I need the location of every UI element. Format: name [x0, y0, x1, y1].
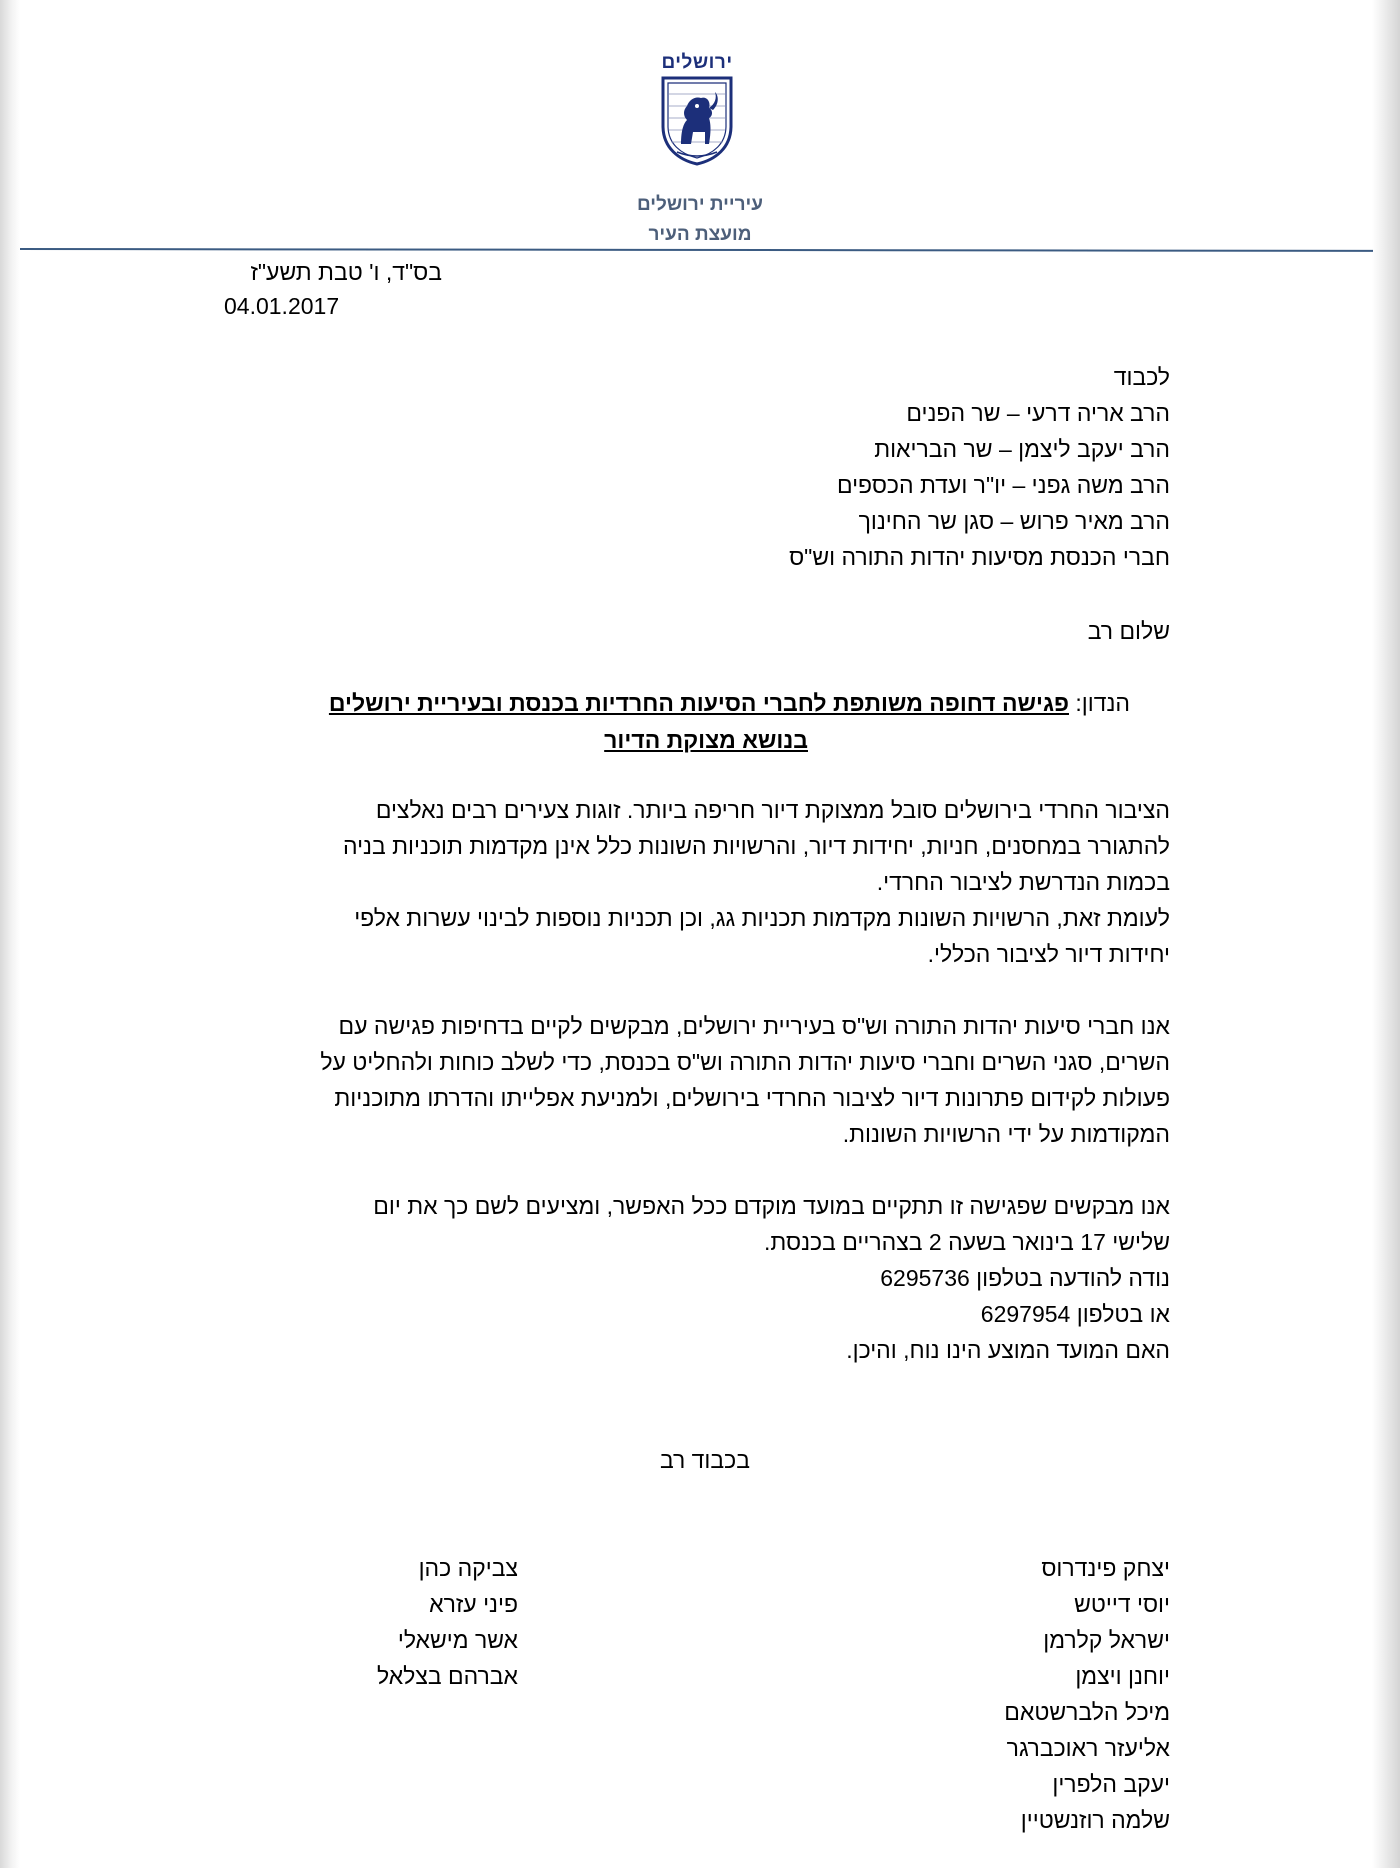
paragraph-line: המקודמות על ידי הרשויות השונות. — [842, 1121, 1170, 1147]
paragraph-line: בכמות הנדרשת לציבור החרדי. — [876, 869, 1170, 895]
org-name: עיריית ירושלים — [636, 194, 764, 215]
closing: בכבוד רב — [659, 1447, 750, 1473]
paragraph-line: השרים, סגני השרים וחברי סיעות יהדות התורה וש"ס בכנסת, כדי לשלב כוחות ולהחליט על — [320, 1049, 1170, 1075]
signer-name: ישראל קלרמן — [1043, 1627, 1170, 1653]
signer-name: יוחנן ויצמן — [1075, 1663, 1170, 1689]
paragraph-line: להתגורר במחסנים, חניות, יחידות דיור, והרשויות השונות כלל אינן מקדמות תוכניות בניה — [342, 833, 1170, 859]
signer-name: מיכל הלברשטאם — [1004, 1699, 1170, 1725]
recipients-block — [789, 359, 1170, 575]
signer-name: יצחק פינדרוס — [1041, 1555, 1170, 1581]
greeting: שלום רב — [1087, 618, 1170, 644]
paragraph-line: פעולות לקידום פתרונות דיור לציבור החרדי בירושלים, ולמניעת אפלייתו והדרתו מתוכניות — [334, 1085, 1170, 1111]
signer-name: פיני עזרא — [429, 1591, 518, 1617]
header-divider — [20, 248, 1373, 252]
paragraph-line: שלישי 17 בינואר בשעה 2 בצהריים בכנסת. — [763, 1229, 1170, 1255]
paragraph-line: לעומת זאת, הרשויות השונות מקדמות תכניות גג, וכן תכניות נוספות לבינוי עשרות אלפי — [354, 905, 1170, 931]
signers-column-left — [377, 1550, 518, 1694]
signer-name: אליעזר ראוכברגר — [1006, 1735, 1170, 1761]
phone-line: נודה להודעה בטלפון 6295736 — [880, 1265, 1170, 1291]
body-paragraph-1 — [343, 792, 1170, 972]
signer-name: צביקה כהן — [418, 1555, 518, 1581]
paragraph-line: יחידות דיור לציבור הכללי. — [927, 941, 1170, 967]
paragraph-line: אנו מבקשים שפגישה זו תתקיים במועד מוקדם ככל האפשר, ומציעים לשם כך את יום — [373, 1193, 1170, 1219]
recipient-line: הרב מאיר פרוש – סגן שר החינוך — [858, 508, 1170, 534]
jerusalem-emblem — [656, 52, 738, 166]
gregorian-date: 04.01.2017 — [224, 293, 340, 319]
recipient-line: הרב משה גפני – יו"ר ועדת הכספים — [836, 472, 1170, 498]
paragraph-line: אנו חברי סיעות יהדות התורה וש"ס בעיריית ירושלים, מבקשים לקיים בדחיפות פגישה עם — [338, 1013, 1170, 1039]
paragraph-line: הציבור החרדי בירושלים סובל ממצוקת דיור חריפה ביותר. זוגות צעירים רבים נאלצים — [375, 797, 1170, 823]
signer-name: שלמה רוזנשטיין — [1020, 1807, 1170, 1833]
paragraph-line: האם המועד המוצע הינו נוח, והיכן. — [846, 1337, 1170, 1363]
subject-text-continued: בנושא מצוקת הדיור — [604, 727, 808, 753]
signer-name: יעקב הלפרין — [1052, 1771, 1170, 1797]
recipient-line: הרב אריה דרעי – שר הפנים — [906, 400, 1170, 426]
phone-line: או בטלפון 6297954 — [980, 1301, 1170, 1327]
recipient-line: לכבוד — [1113, 364, 1170, 390]
signer-name: אברהם בצלאל — [376, 1663, 518, 1689]
body-paragraph-3 — [373, 1188, 1170, 1368]
hebrew-date: בס"ד, ו' טבת תשע"ז — [250, 259, 442, 285]
recipient-line: הרב יעקב ליצמן – שר הבריאות — [874, 436, 1170, 462]
body-paragraph-2 — [320, 1008, 1170, 1152]
subject-text: פגישה דחופה משותפת לחברי הסיעות החרדיות בכנסת ובעיריית ירושלים — [328, 690, 1069, 716]
emblem-word: ירושלים — [661, 52, 733, 73]
signers-column-right — [1004, 1550, 1170, 1838]
department-name: מועצת העיר — [648, 224, 752, 245]
subject-line — [250, 685, 1130, 721]
lion-shield-icon — [659, 74, 735, 166]
recipient-line: חברי הכנסת מסיעות יהדות התורה וש"ס — [789, 544, 1170, 570]
signer-name: אשר מישאלי — [397, 1627, 518, 1653]
signer-name: יוסי דייטש — [1074, 1591, 1170, 1617]
subject-label: הנדון: — [1075, 690, 1130, 716]
